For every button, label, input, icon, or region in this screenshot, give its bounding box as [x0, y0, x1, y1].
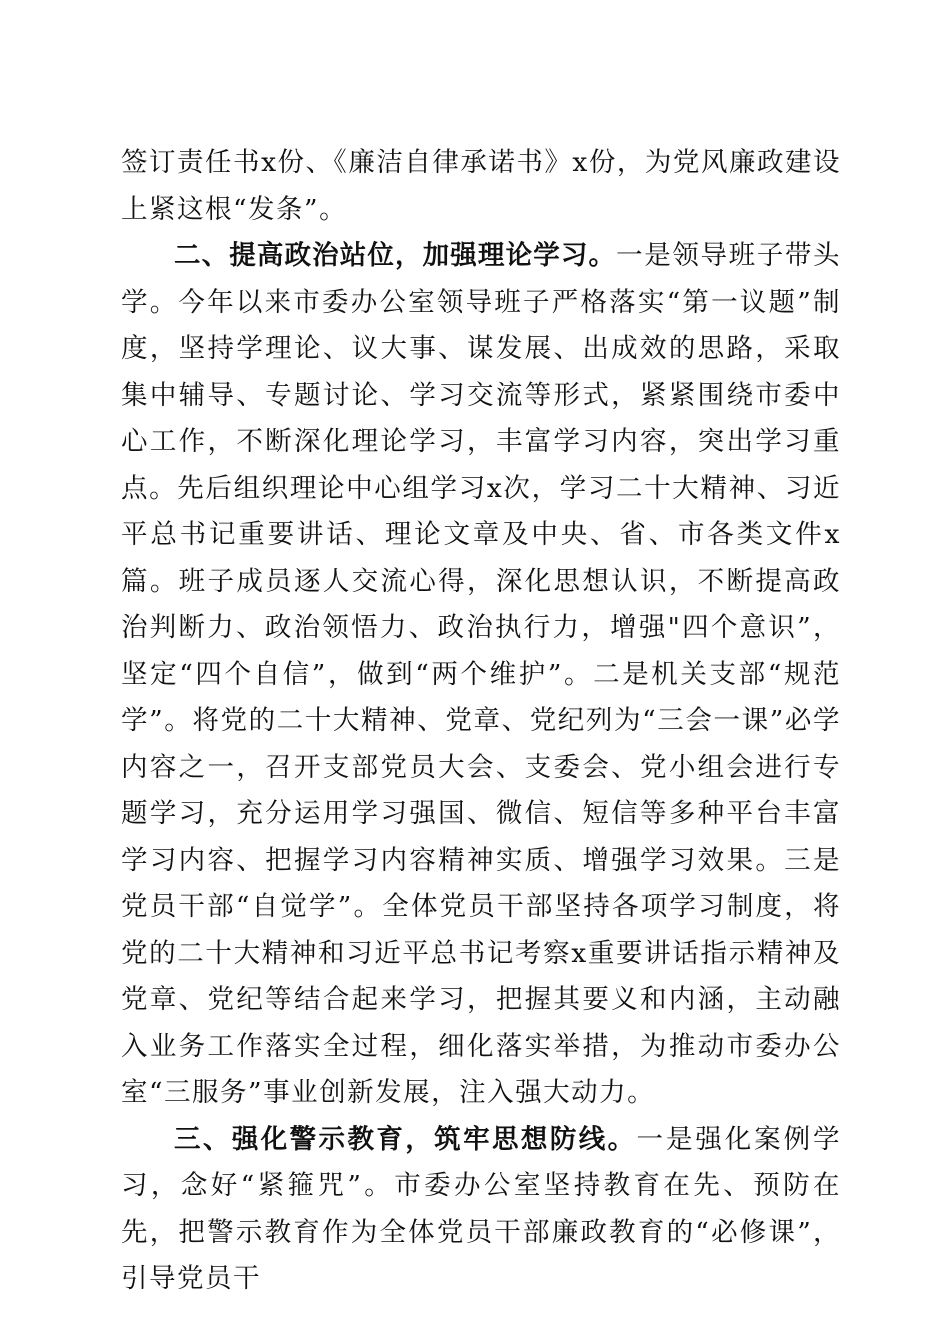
- paragraph-text: 一是强化案例学习，念好“紧箍咒”。市委办公室坚持教育在先、预防在先，把警示教育作为全体党员干部廉政教育的“必修课”，引导党员干: [121, 1123, 842, 1294]
- paragraph-section-three: [121, 1117, 841, 1303]
- paragraph-text: 签订责任书x份、《廉洁自律承诺书》x份，为党风廉政建设上紧这根“发条”。: [121, 147, 841, 225]
- document-body: [121, 140, 841, 1303]
- paragraph-continuation: [121, 140, 841, 233]
- section-heading: 三、强化警示教育，筑牢思想防线。: [174, 1123, 637, 1155]
- section-heading: 二、提高政治站位，加强理论学习。: [174, 240, 617, 271]
- paragraph-section-two: [121, 233, 841, 1117]
- paragraph-text: 一是领导班子带头学。今年以来市委办公室领导班子严格落实“第一议题”制度，坚持学理论、议大事、谋发展、出成效的思路，采取集中辅导、专题讨论、学习交流等形式，紧紧围绕市委中心工作，不断深化理论学习，丰富学习内容，突出学习重点。先后组织理论中心组学习x次，学习二十大精神、习近平总书记重要讲话、理论文章及中央、省、市各类文件x篇。班子成员逐人交流心得，深化思想认识，不断提高政治判断力、政治领悟力、政治执行力，增强"四个意识”，坚定“四个自信”，做到“两个维护”。二是机关支部“规范学”。将党的二十大精神、党章、党纪列为“三会一课”必学内容之一，召开支部党员大会、支委会、党小组会进行专题学习，充分运用学习强国、微信、短信等多种平台丰富学习内容、把握学习内容精神实质、增强学习效果。三是党员干部“自觉学”。全体党员干部坚持各项学习制度，将党的二十大精神和习近平总书记考察x重要讲话指示精神及党章、党纪等结合起来学习，把握其要义和内涵，主动融入业务工作落实全过程，细化落实举措，为推动市委办公室“三服务”事业创新发展，注入强大动力。: [121, 240, 842, 1108]
